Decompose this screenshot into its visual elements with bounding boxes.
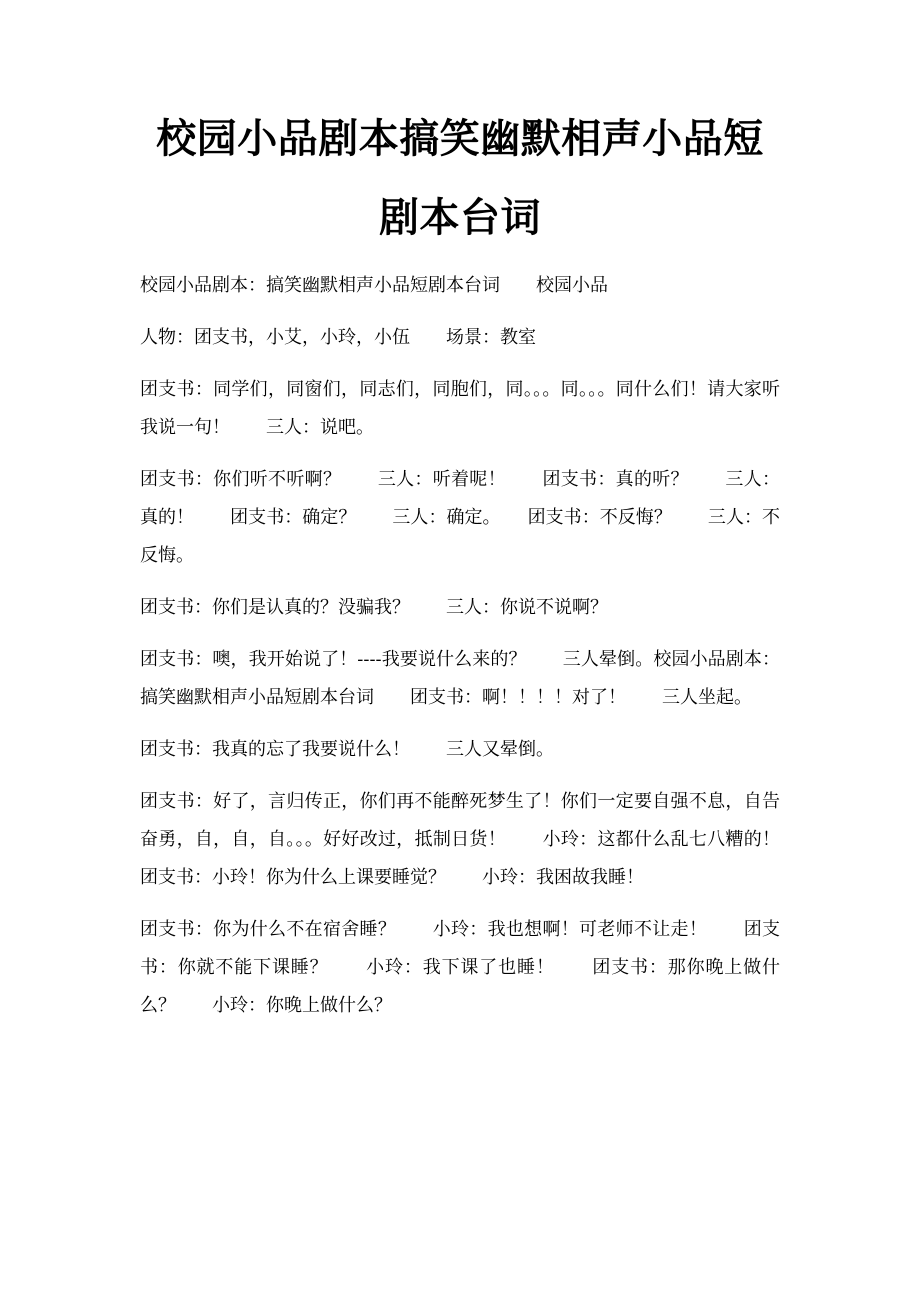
dialogue-paragraph: 团支书：同学们，同窗们，同志们，同胞们，同。。。同。。。同什么们！请大家听我说一句！ 三人：说吧。 [140,379,780,438]
document-title: 校园小品剧本搞笑幽默相声小品短剧本台词 [156,116,764,241]
paragraph-characters-scene: 人物：团支书，小艾，小玲，小伍 场景：教室 [140,327,536,348]
paragraph-intro: 校园小品剧本：搞笑幽默相声小品短剧本台词 校园小品 [140,275,608,296]
document-body [140,267,816,1039]
dialogue-paragraph: 团支书：你们听不听啊？ 三人：听着呢！ 团支书：真的听？ 三人：真的！ 团支书：确定？ 三人：确定。 团支书：不反悔？ 三人：不反悔。 [140,469,780,566]
dialogue-paragraph: 团支书：你为什么不在宿舍睡？ 小玲：我也想啊！可老师不让走！ 团支书：你就不能下课睡？ 小玲：我下课了也睡！ 团支书：那你晚上做什么？ 小玲：你晚上做什么？ [140,919,780,1016]
dialogue-paragraph: 团支书：噢，我开始说了！----我要说什么来的？ 三人晕倒。校园小品剧本：搞笑幽默相声小品短剧本台词 团支书：啊！！！！对了！ 三人坐起。 [140,649,780,708]
dialogue-paragraph: 团支书：好了，言归传正，你们再不能醉死梦生了！你们一定要自强不息，自告奋勇，自，自，自。。。好好改过，抵制日货！ 小玲：这都什么乱七八糟的！ 团支书：小玲！你为什么上课要睡觉？ 小玲：我困故我睡！ [140,791,816,888]
dialogue-paragraph: 团支书：我真的忘了我要说什么！ 三人又晕倒。 [140,739,554,760]
dialogue-paragraph: 团支书：你们是认真的？没骗我？ 三人：你说不说啊？ [140,597,608,618]
